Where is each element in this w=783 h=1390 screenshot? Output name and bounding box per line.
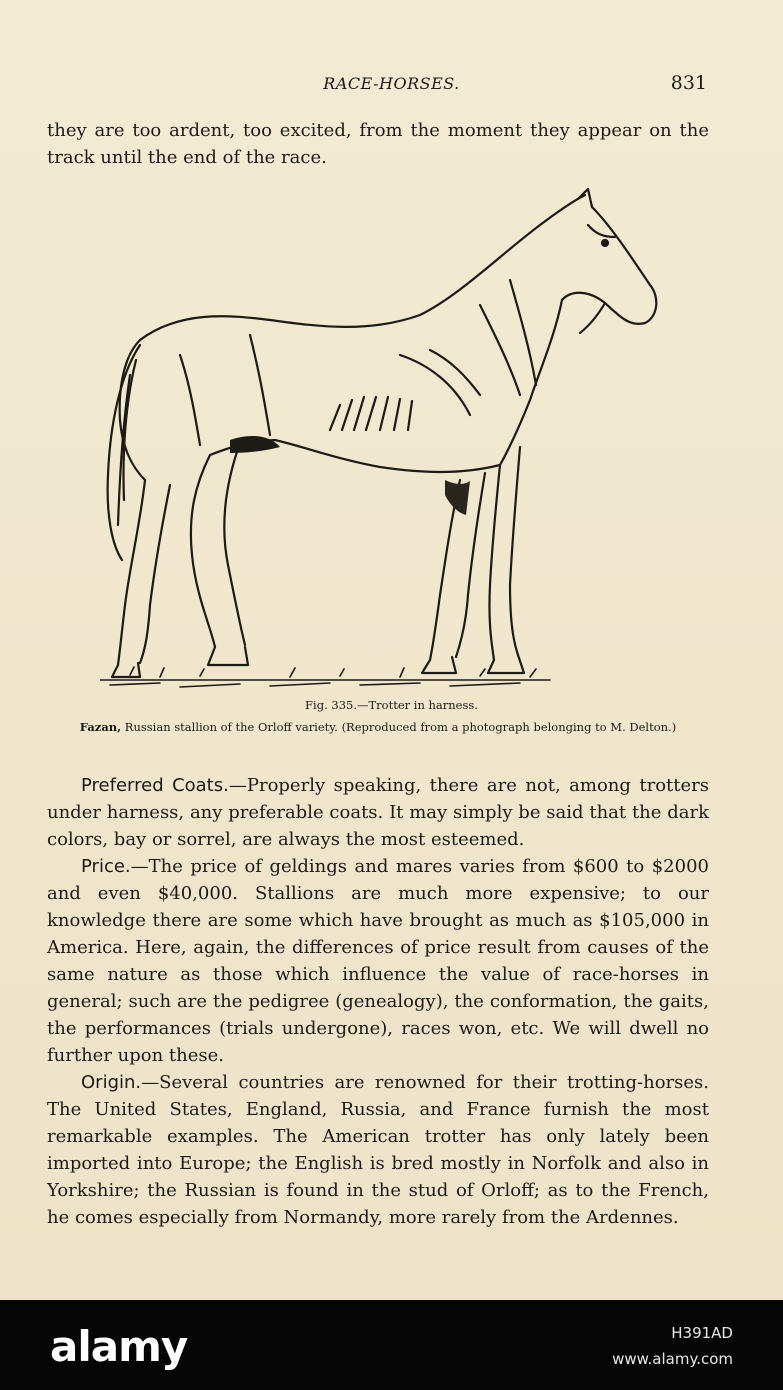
image-id: H391AD bbox=[671, 1324, 733, 1342]
figure-label: Fig. 335.—Trotter in harness. bbox=[305, 698, 478, 712]
caption-rest: Russian stallion of the Orloff variety. (Reproduced from a photograph belonging to M. Delton.) bbox=[121, 720, 677, 734]
footer-url[interactable]: www.alamy.com bbox=[612, 1350, 733, 1368]
page-number: 831 bbox=[670, 72, 707, 94]
running-header: RACE-HORSES. bbox=[323, 74, 460, 93]
heading-preferred-coats: Preferred Coats. bbox=[81, 775, 229, 796]
paragraph-preferred-coats bbox=[47, 772, 709, 853]
paragraph-price bbox=[47, 853, 709, 1069]
horse-illustration bbox=[100, 185, 670, 695]
paragraph-origin bbox=[47, 1069, 709, 1231]
text-price: —The price of geldings and mares varies from $600 to $2000 and even $40,000. Stallions are much more expensive; to our knowledge there are some which have brought as much as $105,000 in America. Here, again, the differences of price result from causes of the same nature as those which influence the value of race-horses in general; such are the pedigree (genealogy), the conformation, the gaits, the performances (trials undergone), races won, etc. We will dwell no further upon these. bbox=[47, 856, 709, 1066]
heading-origin: Origin. bbox=[81, 1072, 142, 1093]
text-origin: —Several countries are renowned for their trotting-horses. The United States, England, Russia, and France furnish the most remarkable examples. The American trotter has only lately been imported into Europe; the English is bred mostly in Norfolk and also in Yorkshire; the Russian is found in the stud of Orloff; as to the French, he comes especially from Normandy, more rarely from the Ardennes. bbox=[47, 1072, 709, 1228]
heading-price: Price. bbox=[81, 856, 131, 877]
stock-footer-bar bbox=[0, 1300, 783, 1390]
intro-paragraph: they are too ardent, too excited, from the moment they appear on the track until the end of the race. bbox=[47, 120, 709, 168]
figure-caption bbox=[47, 719, 709, 736]
caption-bold: Fazan, bbox=[79, 720, 122, 734]
text-preferred-coats: —Properly speaking, there are not, among trotters under harness, any preferable coats. It may simply be said that the dark colors, bay or sorrel, are always the most esteemed. bbox=[47, 775, 710, 850]
alamy-logo: alamy bbox=[50, 1322, 188, 1371]
